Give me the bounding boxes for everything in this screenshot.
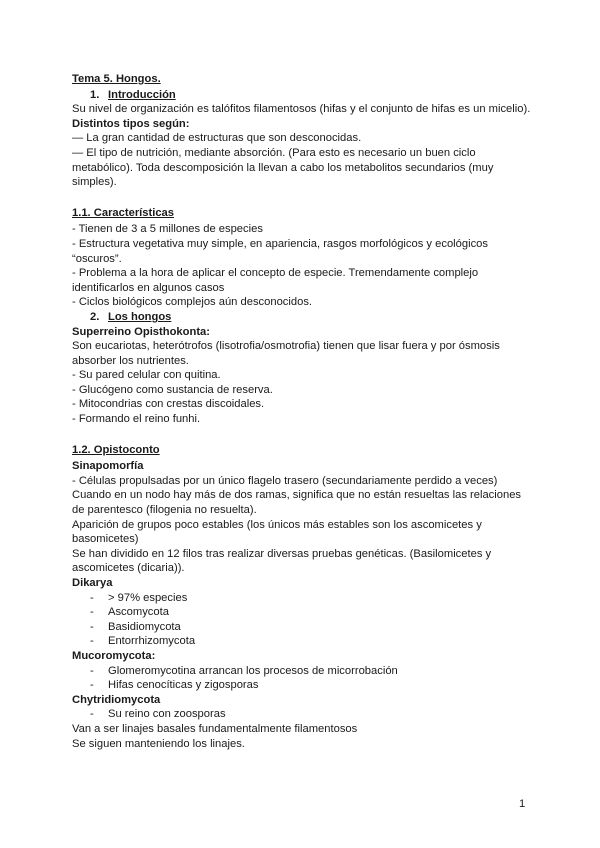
section-heading-opistoconto: 1.2. Opistoconto bbox=[72, 443, 160, 456]
section-title: Introducción bbox=[108, 88, 176, 101]
subheading: Distintos tipos según: bbox=[72, 117, 190, 130]
text-line: - Estructura vegetativa muy simple, en apariencia, rasgos morfológicos y ecológicos bbox=[72, 237, 488, 250]
list-item: - > 97% especies bbox=[72, 591, 542, 606]
text-line: - Tienen de 3 a 5 millones de especies bbox=[72, 223, 263, 236]
text-line: basomicetes) bbox=[72, 533, 139, 546]
text-line: — El tipo de nutrición, mediante absorción. (Para esto es necesario un buen ciclo bbox=[72, 146, 476, 159]
section-heading-caracteristicas: 1.1. Características bbox=[72, 206, 174, 219]
text-line: de parentesco (filogenia no resuelta). bbox=[72, 504, 257, 517]
text-line: Se siguen manteniendo los linajes. bbox=[72, 737, 245, 750]
text-line: Van a ser linajes basales fundamentalmente filamentosos bbox=[72, 722, 358, 735]
mucoromycota-list bbox=[72, 664, 542, 693]
list-item: - Ascomycota bbox=[72, 605, 542, 620]
subheading-dikarya: Dikarya bbox=[72, 577, 113, 589]
text-line: - Formando el reino funhi. bbox=[72, 413, 201, 426]
text-line: absorber los nutrientes. bbox=[72, 354, 189, 367]
page-content bbox=[72, 72, 542, 751]
section-heading-los-hongos bbox=[72, 310, 542, 325]
text-line: - Problema a la hora de aplicar el concepto de especie. Tremendamente complejo bbox=[72, 267, 479, 280]
text-line: Son eucariotas, heterótrofos (lisotrofia/osmotrofia) tienen que lisar fuera y por ósmosis bbox=[72, 340, 500, 353]
list-item: - Entorrhizomycota bbox=[72, 634, 542, 649]
text-line: - Ciclos biológicos complejos aún desconocidos. bbox=[72, 296, 313, 309]
section-heading-introduccion bbox=[72, 88, 542, 103]
list-item: - Hifas cenocíticas y zigosporas bbox=[72, 678, 542, 693]
page-number: 1 bbox=[519, 798, 526, 810]
list-item: - Basidiomycota bbox=[72, 620, 542, 635]
text-line: simples). bbox=[72, 176, 117, 189]
text-line: metabólico). Toda descomposición la llevan a cabo los metabolitos secundarios (muy bbox=[72, 161, 494, 174]
section-title: Los hongos bbox=[108, 310, 172, 323]
text-line: - Mitocondrias con crestas discoidales. bbox=[72, 398, 265, 411]
list-item: - Su reino con zoosporas bbox=[72, 707, 542, 722]
text-line: - Glucógeno como sustancia de reserva. bbox=[72, 383, 273, 396]
text-line: - Células propulsadas por un único flagelo trasero (secundariamente perdido a veces) bbox=[72, 474, 498, 487]
text-line: “oscuros”. bbox=[72, 252, 122, 265]
text-line: ascomicetes (dicaria)). bbox=[72, 562, 185, 575]
list-item: - Glomeromycotina arrancan los procesos de micorrobación bbox=[72, 664, 542, 679]
chytridiomycota-list bbox=[72, 707, 542, 722]
text-line: - Su pared celular con quitina. bbox=[72, 369, 221, 382]
text-line: identificarlos en algunos casos bbox=[72, 281, 225, 294]
section-number: 1. bbox=[90, 88, 100, 101]
text-line: Cuando en un nodo hay más de dos ramas, significa que no están resueltas las relaciones bbox=[72, 489, 522, 502]
text-line: Se han dividido en 12 filos tras realizar diversas pruebas genéticas. (Basilomicetes y bbox=[72, 547, 492, 560]
section-number: 2. bbox=[90, 310, 100, 323]
text-line: Aparición de grupos poco estables (los únicos más estables son los ascomicetes y bbox=[72, 518, 482, 531]
subheading-chytridiomycota: Chytridiomycota bbox=[72, 693, 161, 706]
subheading-mucoromycota: Mucoromycota: bbox=[72, 649, 156, 662]
subheading: Sinapomorfía bbox=[72, 460, 144, 473]
dikarya-list bbox=[72, 591, 542, 649]
subheading: Superreino Opisthokonta: bbox=[72, 325, 210, 338]
paragraph: Su nivel de organización es talófitos filamentosos (hifas y el conjunto de hifas es un micelio). bbox=[72, 103, 531, 116]
text-line: — La gran cantidad de estructuras que son desconocidas. bbox=[72, 132, 362, 145]
document-title: Tema 5. Hongos. bbox=[72, 73, 161, 85]
